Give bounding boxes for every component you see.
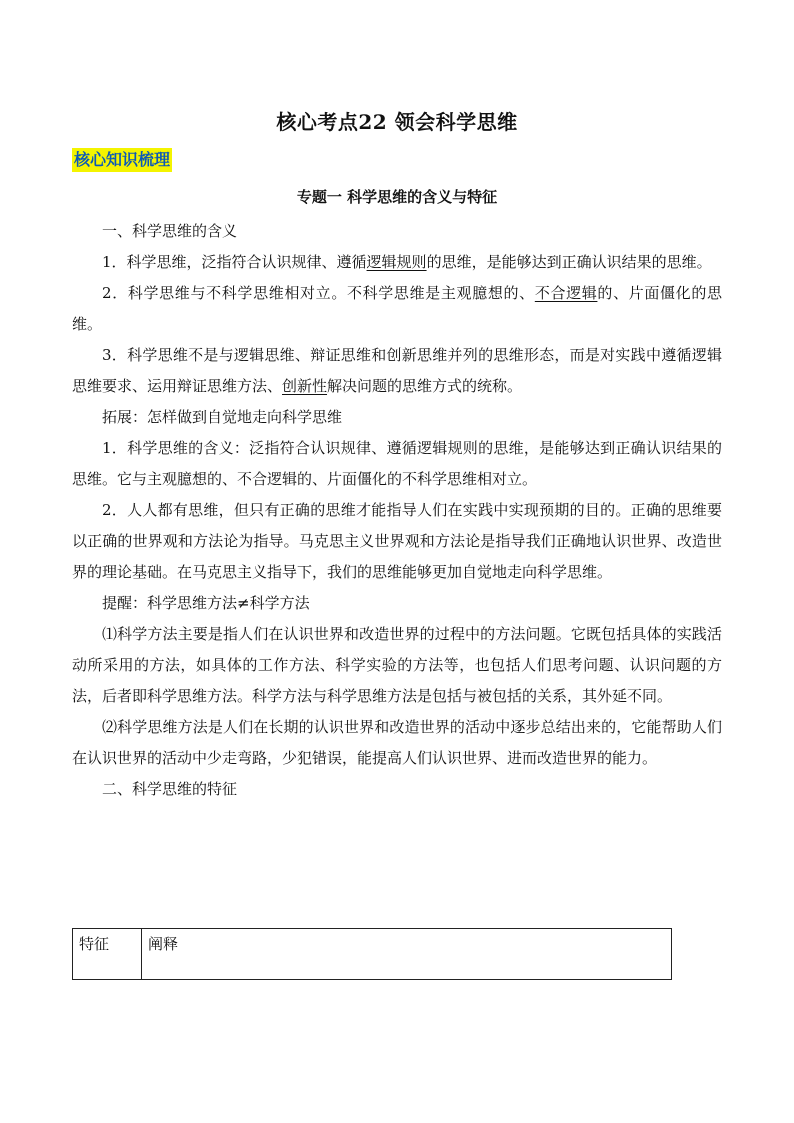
- table-header-feature: 特征: [73, 929, 142, 980]
- table-header-row: [73, 929, 672, 980]
- document-body: [72, 216, 722, 805]
- part1-paragraph-1: 1．科学思维，泛指符合认识规律、遵循逻辑规则的思维，是能够达到正确认识结果的思维。: [102, 253, 712, 271]
- underlined-term: 逻辑规则: [366, 253, 427, 271]
- reminder-paragraph-2: ⑵科学思维方法是人们在长期的认识世界和改造世界的活动中逐步总结出来的，它能帮助人们在认识世界的活动中少走弯路，少犯错误，能提高人们认识世界、进而改造世界的能力。: [72, 718, 722, 767]
- topic-title: 专题一 科学思维的含义与特征: [296, 188, 498, 206]
- part1-paragraph-2: 2．科学思维与不科学思维相对立。不科学思维是主观臆想的、不合逻辑的、片面僵化的思维。: [72, 284, 722, 333]
- underlined-term: 不合逻辑: [534, 284, 598, 302]
- table-header-explanation: 阐释: [142, 929, 672, 980]
- underlined-term: 创新性: [282, 377, 328, 395]
- section-badge: 核心知识梳理: [72, 148, 172, 172]
- part2-heading: 二、科学思维的特征: [102, 780, 238, 798]
- features-table: [72, 928, 672, 980]
- extension-paragraph-2: 2．人人都有思维，但只有正确的思维才能指导人们在实践中实现预期的目的。正确的思维要以正确的世界观和方法论为指导。马克思主义世界观和方法论是指导我们正确地认识世界、改造世界的理论基础。在马克思主义指导下，我们的思维能够更加自觉地走向科学思维。: [72, 501, 722, 581]
- part1-paragraph-3: 3．科学思维不是与逻辑思维、辩证思维和创新思维并列的思维形态，而是对实践中遵循逻辑思维要求、运用辩证思维方法、创新性解决问题的思维方式的统称。: [72, 346, 722, 395]
- page-title: 核心考点22 领会科学思维: [276, 110, 518, 134]
- reminder-heading: 提醒：科学思维方法≠科学方法: [102, 594, 310, 612]
- extension-paragraph-1: 1．科学思维的含义：泛指符合认识规律、遵循逻辑规则的思维，是能够达到正确认识结果的思维。它与主观臆想的、不合逻辑的、片面僵化的不科学思维相对立。: [72, 439, 722, 488]
- reminder-paragraph-1: ⑴科学方法主要是指人们在认识世界和改造世界的过程中的方法问题。它既包括具体的实践活动所采用的方法，如具体的工作方法、科学实验的方法等，也包括人们思考问题、认识问题的方法，后者即科学思维方法。科学方法与科学思维方法是包括与被包括的关系，其外延不同。: [72, 625, 722, 705]
- extension-heading: 拓展：怎样做到自觉地走向科学思维: [102, 408, 343, 426]
- part1-heading: 一、科学思维的含义: [102, 222, 238, 240]
